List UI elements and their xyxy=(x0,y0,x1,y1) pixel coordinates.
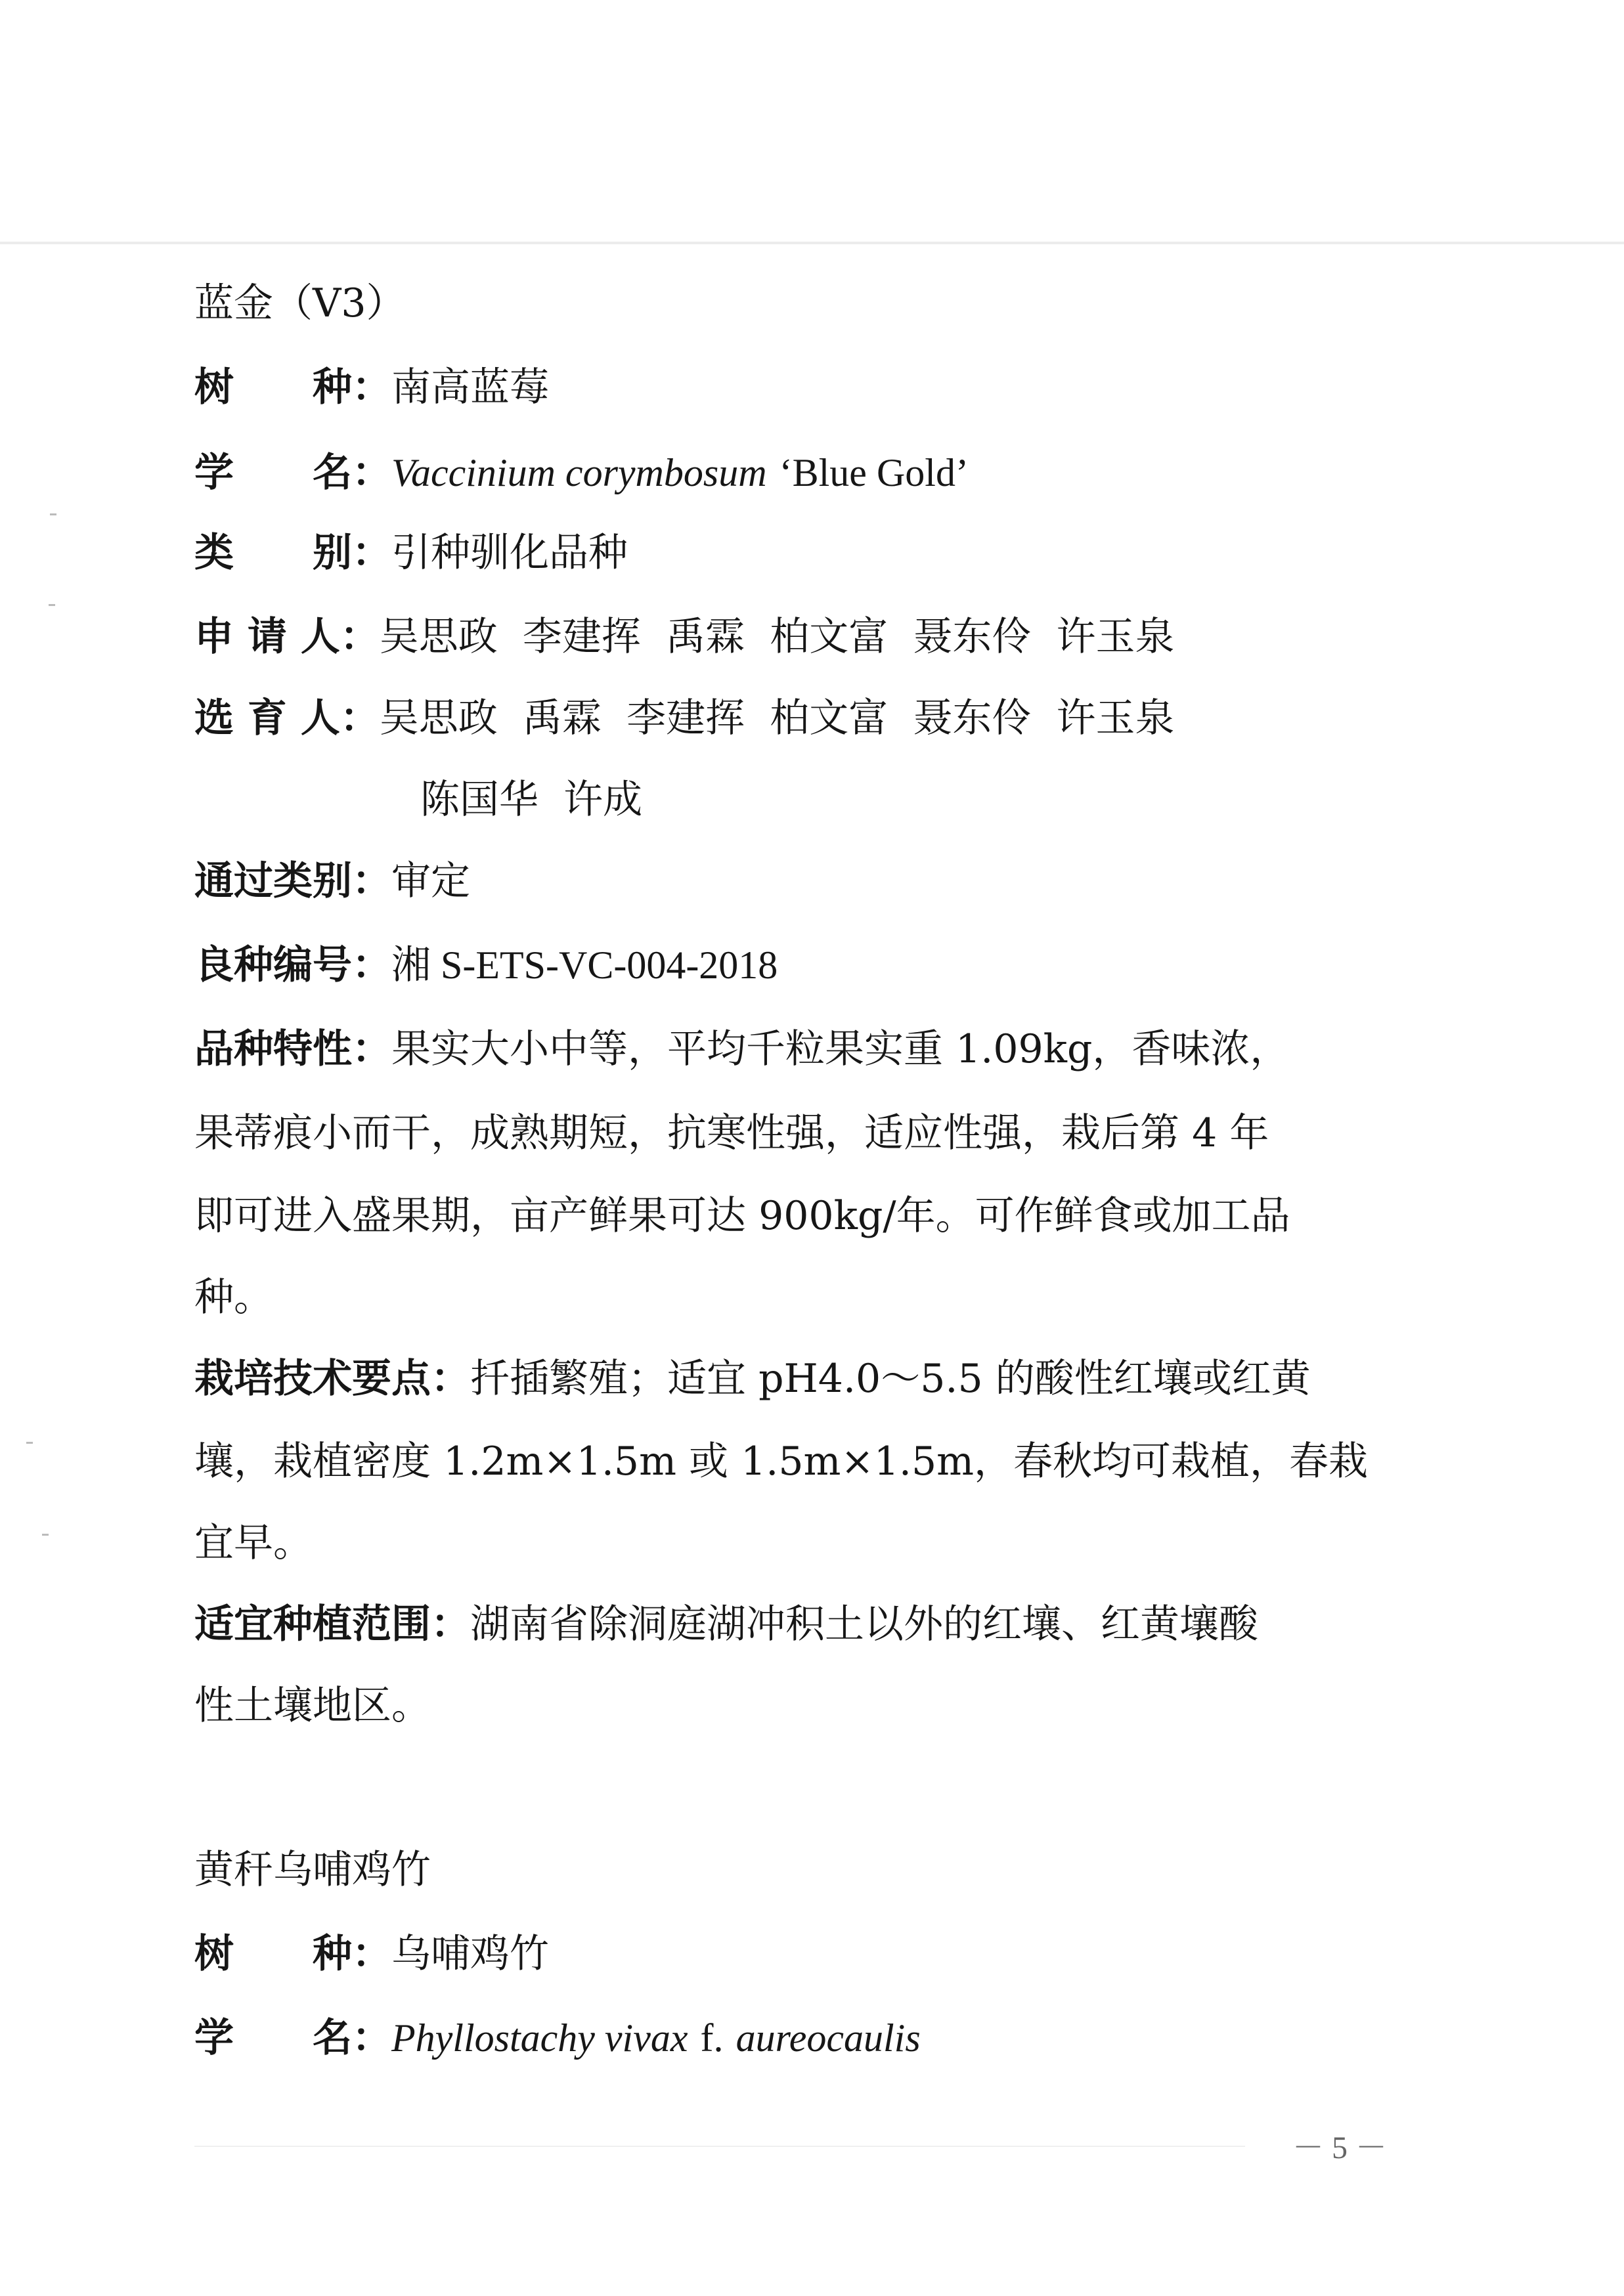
field-value: 乌哺鸡竹 xyxy=(391,1931,549,1977)
field-value: 湘 S-ETS-VC-004-2018 xyxy=(391,943,778,987)
species-row xyxy=(194,1931,549,1977)
breeder-row-continued xyxy=(420,777,643,823)
paragraph-line: 果蒂痕小而干，成熟期短，抗寒性强，适应性强，栽后第 4 年 xyxy=(194,1110,1269,1156)
entry-title-text: 蓝金（V3） xyxy=(194,280,406,326)
paragraph-line: 扦插繁殖；适宜 pH4.0～5.5 的酸性红壤或红黄 xyxy=(470,1356,1311,1402)
species-row xyxy=(194,364,549,410)
traits-line xyxy=(194,1274,273,1320)
scientific-name: Vaccinium corymbosum xyxy=(391,451,767,494)
field-value: 吴思政 禹霖 李建挥 柏文富 聂东伶 许玉泉 xyxy=(379,695,1175,741)
paragraph-line: 即可进入盛果期，亩产鲜果可达 900kg/年。可作鲜食或加工品 xyxy=(194,1193,1290,1239)
entry-title xyxy=(194,1847,431,1893)
scientific-name-row xyxy=(194,2015,921,2061)
entry-title-text: 黄秆乌哺鸡竹 xyxy=(194,1847,431,1893)
entry-title xyxy=(194,280,406,326)
field-label: 类 别： xyxy=(194,530,391,576)
scan-speck xyxy=(26,1442,33,1444)
cultivation-row xyxy=(194,1356,1311,1402)
page-number: － 5 － xyxy=(1292,2131,1388,2165)
suitable-range-row xyxy=(194,1601,1258,1647)
field-value: 南高蓝莓 xyxy=(391,364,549,410)
field-label: 品种特性： xyxy=(194,1026,391,1072)
field-label: 通过类别： xyxy=(194,858,391,904)
variety-code-row xyxy=(194,942,778,988)
paragraph-line: 壤，栽植密度 1.2m×1.5m 或 1.5m×1.5m，春秋均可栽植，春栽 xyxy=(194,1439,1369,1484)
paragraph-line: 性土壤地区。 xyxy=(194,1683,431,1729)
forma-name: aureocaulis xyxy=(735,2016,921,2060)
paragraph-line: 湖南省除洞庭湖冲积土以外的红壤、红黄壤酸 xyxy=(470,1601,1258,1647)
scan-speck xyxy=(42,1534,49,1536)
paragraph-line: 宜早。 xyxy=(194,1520,313,1566)
field-label: 学 名： xyxy=(194,450,391,496)
paragraph-line: 果实大小中等，平均千粒果实重 1.09kg，香味浓， xyxy=(391,1026,1290,1072)
applicant-row xyxy=(194,614,1175,660)
field-label: 良种编号： xyxy=(194,942,391,988)
scan-speck xyxy=(49,604,55,606)
scientific-name: Phyllostachy vivax xyxy=(391,2016,688,2060)
cultivar-name: ‘Blue Gold’ xyxy=(779,451,969,494)
field-label: 树 种： xyxy=(194,1931,391,1977)
footer-divider xyxy=(194,2146,1245,2147)
pass-category-row xyxy=(194,858,470,904)
suitable-range-line xyxy=(194,1683,431,1729)
field-value: 吴思政 李建挥 禹霖 柏文富 聂东伶 许玉泉 xyxy=(379,614,1175,660)
field-label: 树 种： xyxy=(194,364,391,410)
field-label: 选 育 人： xyxy=(194,695,380,741)
field-label: 适宜种植范围： xyxy=(194,1601,470,1647)
field-value: 陈国华 许成 xyxy=(420,777,643,823)
field-value: 审定 xyxy=(391,858,470,904)
field-label: 学 名： xyxy=(194,2015,391,2061)
cultivation-line xyxy=(194,1520,313,1566)
field-value: 引种驯化品种 xyxy=(391,530,628,576)
field-label: 栽培技术要点： xyxy=(194,1356,470,1402)
forma-marker: f. xyxy=(700,2016,724,2060)
scan-shadow-line xyxy=(0,242,1624,244)
traits-line xyxy=(194,1193,1290,1239)
category-row xyxy=(194,530,628,576)
traits-row xyxy=(194,1026,1290,1072)
traits-line xyxy=(194,1110,1269,1156)
field-label: 申 请 人： xyxy=(194,614,380,660)
breeder-row xyxy=(194,695,1175,741)
paragraph-line: 种。 xyxy=(194,1274,273,1320)
cultivation-line xyxy=(194,1439,1369,1484)
scan-speck xyxy=(50,513,56,515)
scientific-name-row xyxy=(194,450,969,496)
